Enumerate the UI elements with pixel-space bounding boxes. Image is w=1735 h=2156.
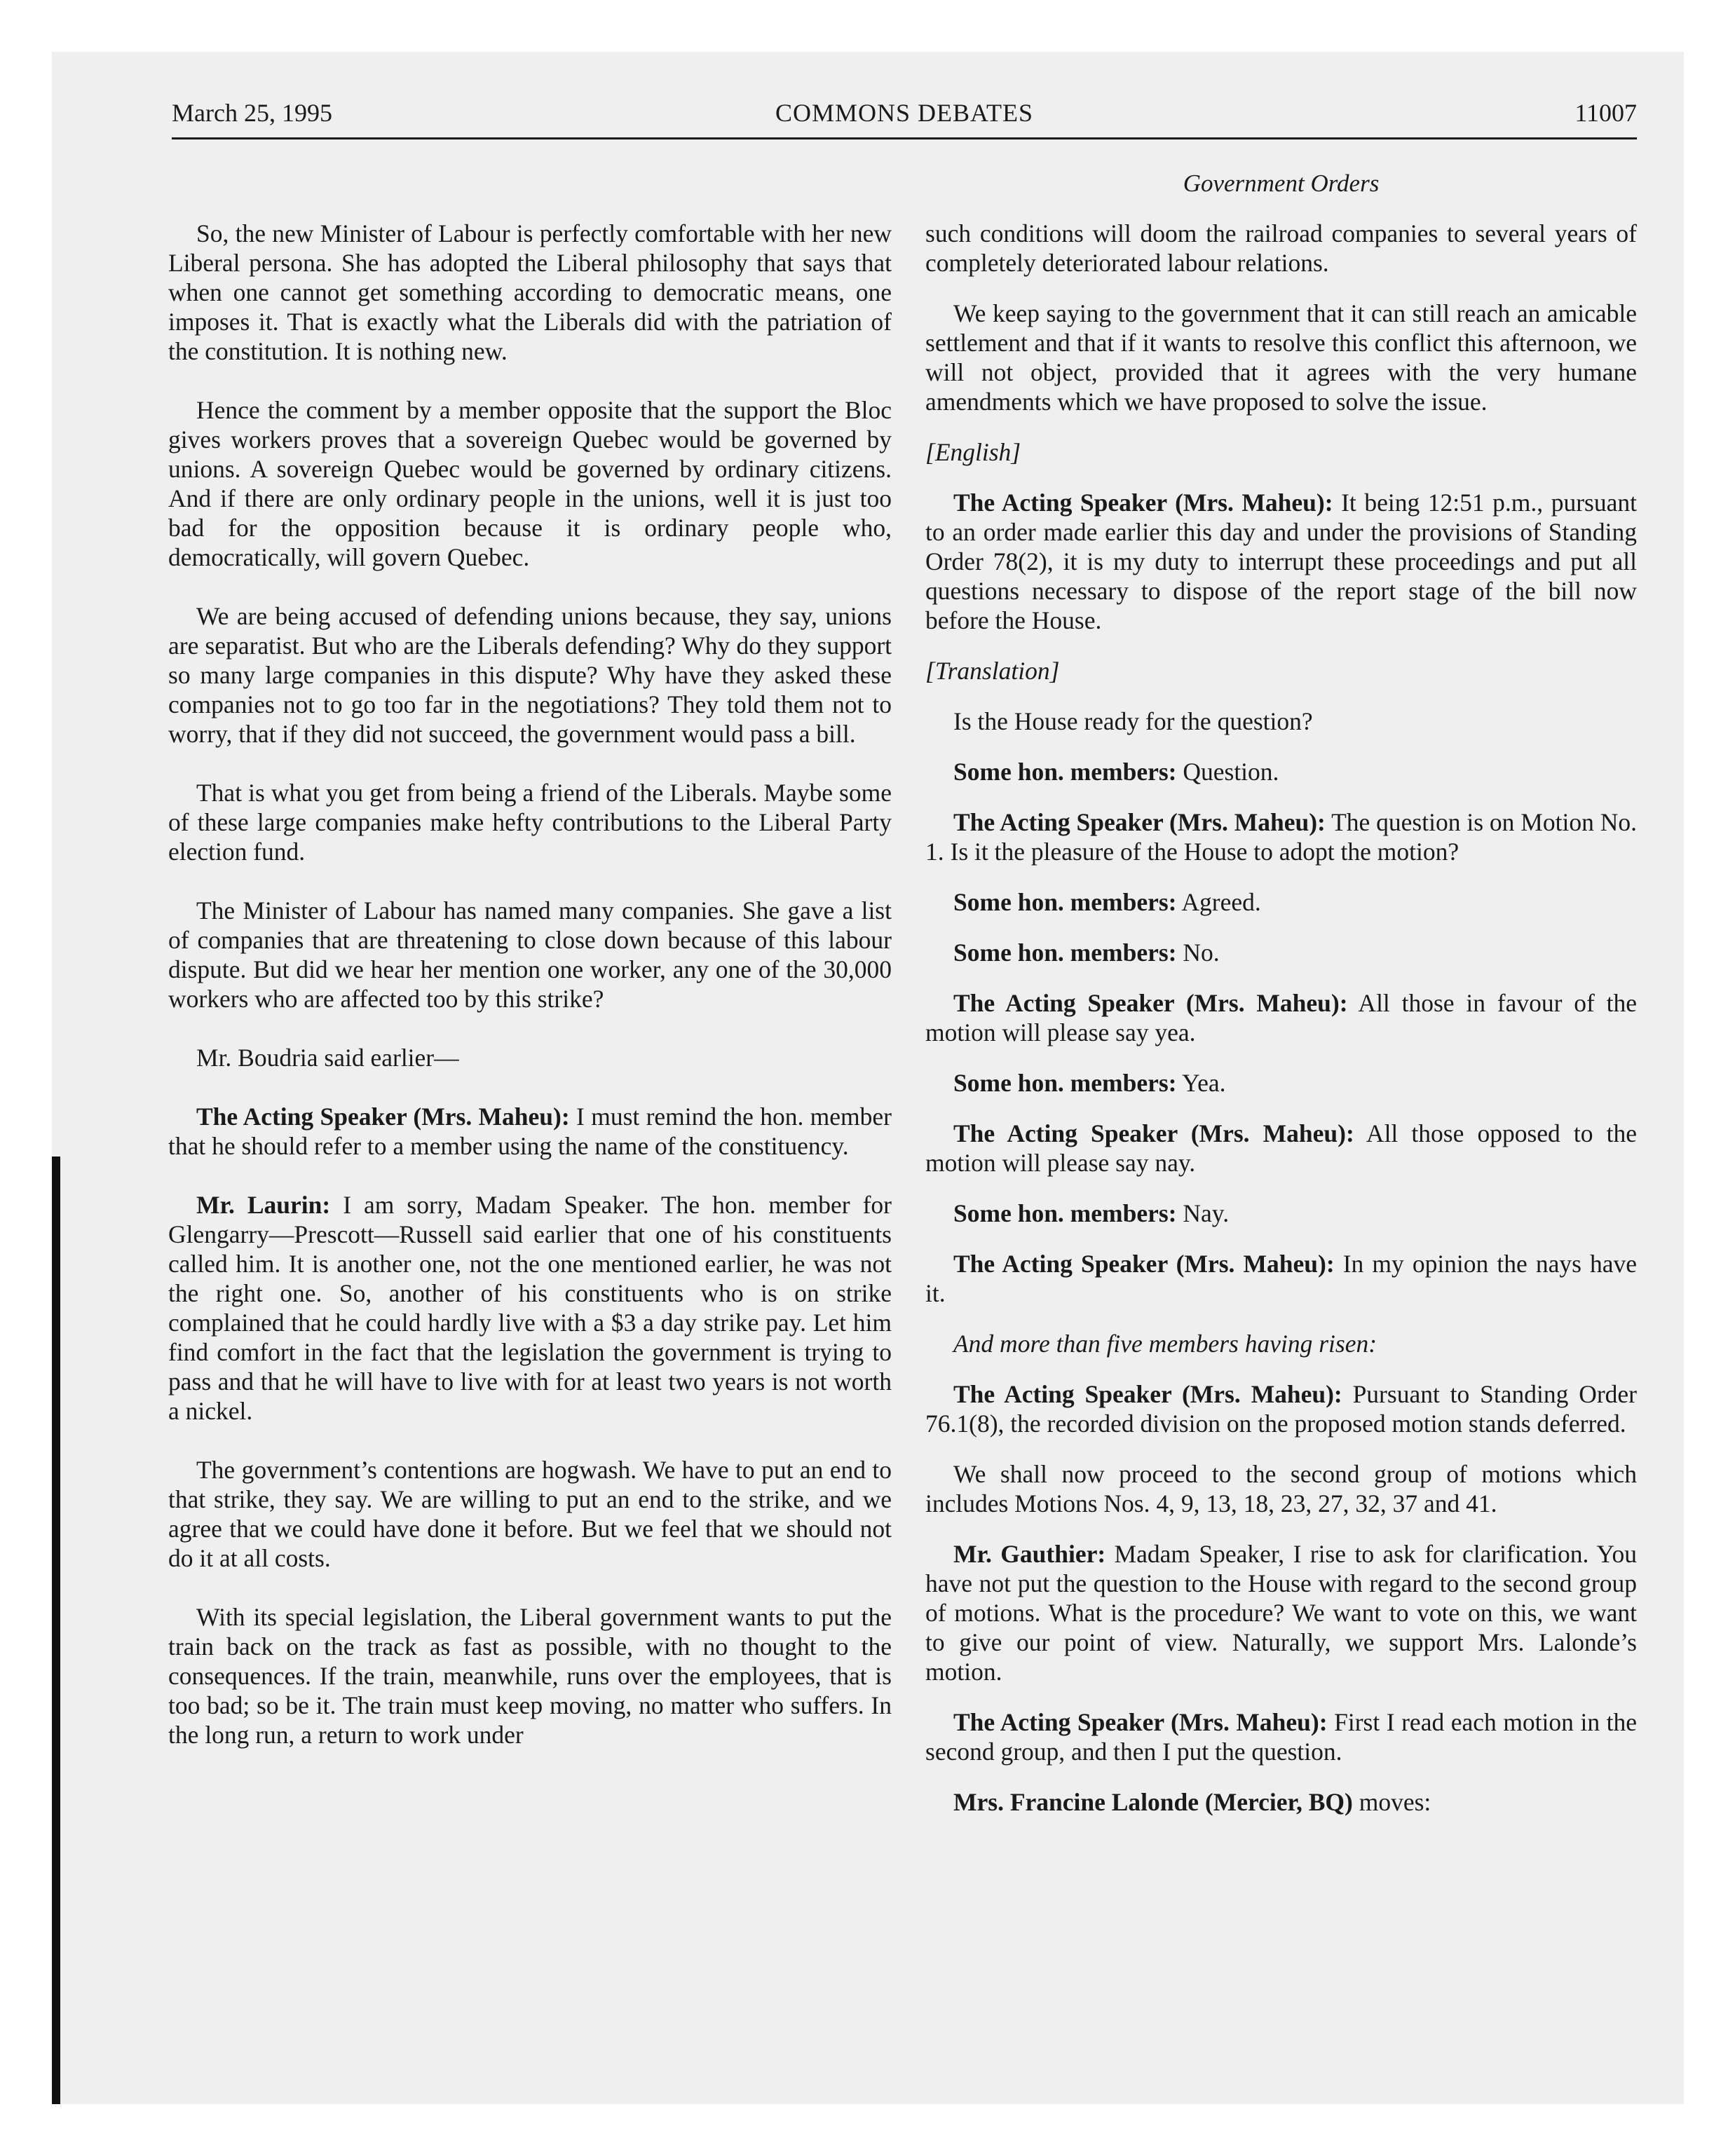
- speech-paragraph: [925, 1707, 1637, 1766]
- paragraph: With its special legislation, the Liberal government wants to put the train back on the track as fast as possible, with no thought to the consequences. If the train, meanwhile, runs over the employees, that is too bad; so be it. The train must keep moving, no matter who suffers. In the long run, a return to work under: [168, 1603, 892, 1749]
- language-tag: [Translation]: [925, 657, 1060, 685]
- speech-paragraph: [925, 938, 1637, 967]
- speaker-name: The Acting Speaker (Mrs. Maheu):: [953, 1380, 1342, 1408]
- right-column: [925, 219, 1637, 1838]
- header-page-number: 11007: [1574, 99, 1637, 127]
- speaker-name: Some hon. members:: [953, 758, 1177, 786]
- speech-paragraph: [925, 488, 1637, 635]
- speaker-name: Mr. Gauthier:: [953, 1540, 1106, 1568]
- header-title: COMMONS DEBATES: [775, 99, 1034, 127]
- speech-text: First I read each motion in the second group, and then I put the question.: [925, 1708, 1637, 1766]
- speech-text: The question is on Motion No. 1. Is it the pleasure of the House to adopt the motion?: [925, 808, 1637, 866]
- speaker-name: Some hon. members:: [953, 1199, 1177, 1227]
- speech-paragraph: [925, 807, 1637, 866]
- speech-paragraph: [168, 1190, 892, 1426]
- speaker-name: The Acting Speaker (Mrs. Maheu):: [953, 1119, 1354, 1147]
- speech-text: Madam Speaker, I rise to ask for clarification. You have not put the question to the House with regard to the second group of motions. What is the procedure? We want to vote on this, we want to give our point of view. Naturally, we support Mrs. Lalonde’s motion.: [925, 1540, 1638, 1686]
- speaker-name: The Acting Speaker (Mrs. Maheu):: [953, 489, 1333, 517]
- speaker-name: The Acting Speaker (Mrs. Maheu):: [196, 1103, 570, 1131]
- speech-paragraph: [925, 1539, 1637, 1686]
- speech-paragraph: [925, 887, 1637, 917]
- left-column: [168, 219, 892, 1779]
- speech-paragraph: [925, 1199, 1637, 1228]
- header-date: March 25, 1995: [172, 99, 332, 127]
- speech-paragraph: [925, 988, 1637, 1047]
- speaker-name: Some hon. members:: [953, 888, 1177, 916]
- speaker-name: Some hon. members:: [953, 1069, 1177, 1097]
- speaker-name: Mrs. Francine Lalonde (Mercier, BQ): [953, 1788, 1353, 1816]
- speaker-name: The Acting Speaker (Mrs. Maheu):: [953, 808, 1326, 836]
- paragraph: We keep saying to the government that it can still reach an amicable settlement and that if it wants to resolve this conflict this afternoon, we will not object, provided that it agrees with the very humane amendments which we have proposed to solve the issue.: [925, 299, 1637, 416]
- speech-text: It being 12:51 p.m., pursuant to an order made earlier this day and under the provisions of Standing Order 78(2), it is my duty to interrupt these proceedings and put all questions necessary to dispose of the report stage of the bill now before the House.: [925, 489, 1637, 634]
- paragraph: That is what you get from being a friend of the Liberals. Maybe some of these large companies make hefty contributions to the Liberal Party election fund.: [168, 779, 892, 866]
- speech-text: I am sorry, Madam Speaker. The hon. member for Glengarry—Prescott—Russell said earlier that one of his constituents called him. It is another one, not the one mentioned earlier, he was not the right one. So, another of his constituents who is on strike complained that he could hardly live with a $3 a day strike pay. Let him find comfort in the fact that the legislation the government is trying to pass and that he will have to live with for at least two years is not worth a nickel.: [168, 1191, 892, 1425]
- speech-text: moves:: [1352, 1788, 1431, 1816]
- speech-text: I must remind the hon. member that he should refer to a member using the name of the constituency.: [168, 1103, 892, 1160]
- language-tag: [English]: [925, 438, 1021, 466]
- paragraph: We shall now proceed to the second group of motions which includes Motions Nos. 4, 9, 13, 18, 23, 27, 32, 37 and 41.: [925, 1460, 1637, 1517]
- speech-paragraph: [925, 1249, 1637, 1308]
- stage-direction: And more than five members having risen:: [953, 1330, 1377, 1358]
- speech-text: All those in favour of the motion will please say yea.: [925, 989, 1637, 1046]
- speech-paragraph: [925, 1787, 1637, 1817]
- speaker-name: Some hon. members:: [953, 939, 1177, 967]
- paragraph: Hence the comment by a member opposite that the support the Bloc gives workers proves that a sovereign Quebec would be governed by unions. A sovereign Quebec would be governed by ordinary citizens. And if there are only ordinary people in the unions, well it is just too bad for the opposition because it is ordinary people who, democratically, will govern Quebec.: [168, 396, 892, 571]
- paragraph: Mr. Boudria said earlier—: [196, 1044, 459, 1072]
- paragraph: The government’s contentions are hogwash. We have to put an end to that strike, they say. We are willing to put an end to the strike, and we agree that we could have done it before. But we feel that we should not do it at all costs.: [168, 1456, 892, 1572]
- speaker-name: Mr. Laurin:: [196, 1191, 331, 1219]
- header-rule: [172, 137, 1637, 139]
- speech-text: In my opinion the nays have it.: [925, 1250, 1637, 1307]
- page-header: [172, 98, 1637, 135]
- speaker-name: The Acting Speaker (Mrs. Maheu):: [953, 989, 1348, 1017]
- paragraph: Is the House ready for the question?: [953, 707, 1313, 735]
- speech-text: Nay.: [1176, 1199, 1230, 1227]
- speech-text: Yea.: [1176, 1069, 1226, 1097]
- paragraph: such conditions will doom the railroad companies to several years of completely deteriorated labour relations.: [925, 219, 1637, 277]
- paragraph: The Minister of Labour has named many companies. She gave a list of companies that are threatening to close down because of this labour dispute. But did we hear her mention one worker, any one of the 30,000 workers who are affected too by this strike?: [168, 896, 892, 1013]
- section-title: Government Orders: [1183, 170, 1380, 197]
- speech-paragraph: [925, 1119, 1637, 1178]
- speech-text: Pursuant to Standing Order 76.1(8), the recorded division on the proposed motion stands deferred.: [925, 1380, 1637, 1438]
- speech-paragraph: [925, 757, 1637, 786]
- speech-text: All those opposed to the motion will please say nay.: [925, 1119, 1637, 1177]
- speech-paragraph: [925, 1068, 1637, 1098]
- speaker-name: The Acting Speaker (Mrs. Maheu):: [953, 1708, 1328, 1736]
- paragraph: We are being accused of defending unions because, they say, unions are separatist. But who are the Liberals defending? Why do they support so many large companies in this dispute? Why have they asked these companies not to go too far in the negotiations? They told them not to worry, that if they did not succeed, the government would pass a bill.: [168, 602, 892, 748]
- speech-text: Question.: [1176, 758, 1279, 786]
- speaker-name: The Acting Speaker (Mrs. Maheu):: [953, 1250, 1335, 1278]
- speech-paragraph: [168, 1102, 892, 1161]
- page-binding-edge: [52, 1157, 60, 2104]
- paragraph: So, the new Minister of Labour is perfectly comfortable with her new Liberal persona. She has adopted the Liberal philosophy that says that when one cannot get something according to democratic means, one imposes it. That is exactly what the Liberals did with the patriation of the constitution. It is nothing new.: [168, 219, 892, 365]
- speech-text: No.: [1176, 939, 1220, 967]
- speech-paragraph: [925, 1379, 1637, 1438]
- speech-text: Agreed.: [1176, 888, 1261, 916]
